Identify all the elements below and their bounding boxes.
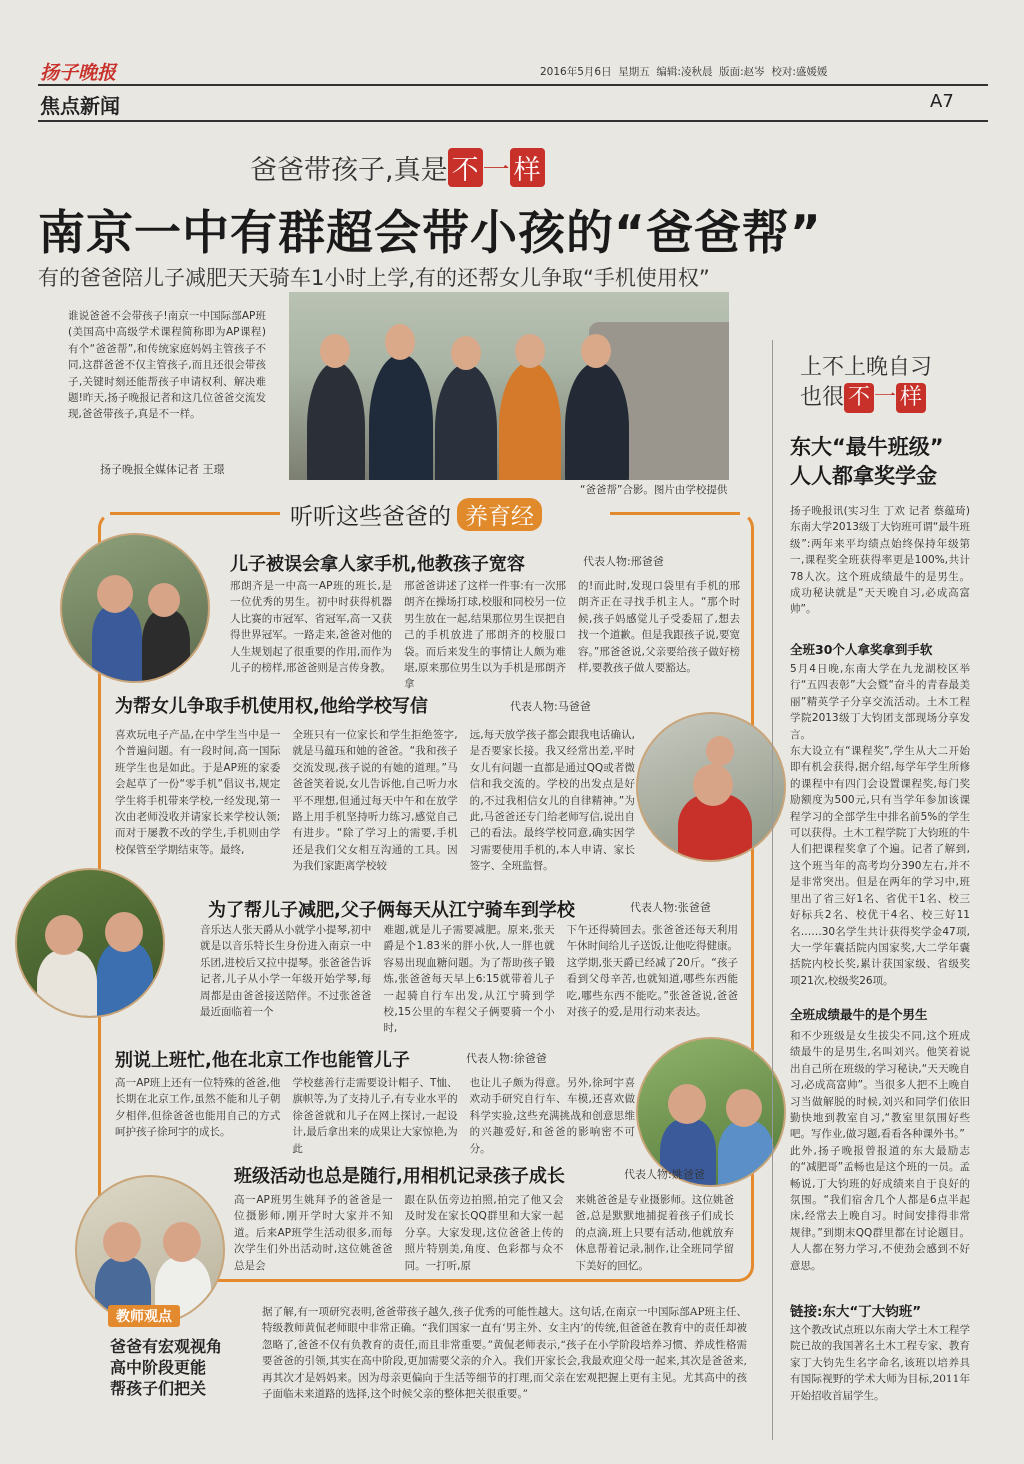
sidebar-subhead: 全班成绩最牛的是个男生: [790, 1007, 928, 1022]
kicker-highlight: 一: [482, 155, 510, 186]
story-title: 班级活动也总是随行,用相机记录孩子成长: [234, 1166, 565, 1187]
story-photo: [636, 1037, 786, 1187]
story-rep: 代表人物:徐爸爸: [466, 1052, 547, 1065]
story-photo: [75, 1175, 225, 1325]
story-photo: [15, 868, 165, 1018]
story-column: 的!而此时,发现口袋里有手机的邢朗齐正在寻找手机主人。“那个时候,孩子妈感觉儿子受委屈了,想去找一个道歉。但是我跟孩子说,要宽容。”邢爸爸说,父亲要给孩子做好榜样,要教孩子做人要豁达。: [578, 580, 740, 675]
story-body: [234, 1192, 734, 1274]
kicker-highlight: 不: [448, 148, 483, 187]
story-column: 远,每天放学孩子都会跟我电话确认,是否要家长接。我又经常出差,平时女儿有问题一直都是通过QQ或者微信和我交流的。学校的出发点是好的,不过我相信女儿的自律精神。”为此,马爸爸还专门给老师写信,说出自己的看法。最终学校同意,确实因学习需要使用手机的,本人申请、家长签字、全班监督。: [469, 729, 635, 873]
sidebar-subhead: 全班30个人拿奖拿到手软: [790, 642, 933, 657]
section-name: 焦点新闻: [40, 94, 120, 118]
kicker: [250, 148, 545, 187]
photo-caption: “爸爸帮”合影。图片由学校提供: [580, 484, 728, 496]
story-column: 邢爸爸讲述了这样一件事:有一次邢朗齐在操场打球,校服和同校另一位男生放在一起,结果那位男生误把自己的手机放进了邢朗齐的校服口袋。而后来发生的事情让人颇为难堪,原来那位男生以为手机是邢朗齐拿: [404, 580, 566, 691]
lead-byline: 扬子晚报全媒体记者 王璟: [100, 463, 225, 476]
masthead-rule: [38, 84, 988, 86]
sidebar-divider: [772, 340, 773, 1440]
sidebar-headline: 东大“最牛班级” 人人都拿奖学金: [790, 435, 944, 488]
story-column: 音乐达人张天爵从小就学小提琴,初中就是以音乐特长生身份进入南京一中乐团,进校后又拉中提琴。张爸爸告诉记者,儿子从小学一年级开始学琴,每周都是由爸爸接送陪伴。不过张爸爸最近面临着一个: [200, 924, 372, 1019]
story-rep: 代表人物:邢爸爸: [583, 555, 664, 568]
story-title: 别说上班忙,他在北京工作也能管儿子: [115, 1050, 410, 1071]
section-rule: [38, 120, 988, 122]
sidebar-paragraph: 这个教改试点班以东南大学土木工程学院已故的我国著名土木工程专家、教育家丁大钧先生名字命名,该班以培养具有国际视野的学术大师为目标,2011年开始招收首届学生。: [790, 1324, 970, 1402]
story-title: 为帮女儿争取手机使用权,他给学校写信: [115, 696, 428, 717]
dateline: 2016年5月6日 星期五 编辑:凌秋晨 版面:赵岑 校对:盛媛媛: [540, 66, 828, 78]
story-body: [200, 922, 738, 1037]
sidebar-kicker-highlight: 一: [874, 385, 897, 410]
story-column: 下午还得骑回去。张爸爸还每天利用午休时间给儿子送饭,让他吃得健康。这学期,张天爵已经减了20斤。“孩子看到父母辛苦,也就知道,哪些东西能吃,哪些东西不能吃。”张爸爸说,爸爸对孩子的爱,是用行动来表达。: [566, 924, 738, 1019]
story-column: 来姚爸爸是专业摄影师。这位姚爸爸,总是默默地捕捉着孩子们成长的点滴,班上只要有活动,他就放弃休息帮着记录,制作,让全班同学留下美好的回忆。: [575, 1194, 735, 1272]
teacher-label: 教师观点: [108, 1305, 180, 1327]
story-column: 高一AP班男生姚拜予的爸爸是一位摄影师,刚开学时大家并不知道。后来AP班学生活动很多,而每次学生们外出活动时,这位姚爸爸总是会: [234, 1194, 393, 1272]
headline: 南京一中有群超会带小孩的“爸爸帮”: [38, 206, 822, 261]
story-column: 高一AP班上还有一位特殊的爸爸,他长期在北京工作,虽然不能和儿子朝夕相伴,但徐爸爸也能用自己的方式呵护孩子徐珂宇的成长。: [115, 1077, 281, 1139]
story-column: 跟在队伍旁边拍照,拍完了他又会及时发在家长QQ群里和大家一起分享。大家发现,这位爸爸上传的照片特别美,角度、色彩都与众不同。一打听,原: [404, 1194, 564, 1272]
story-rep: 代表人物:张爸爸: [630, 901, 711, 914]
sidebar-paragraph: 和不少班级是女生拔尖不同,这个班成绩最牛的是男生,名叫刘兴。他笑着说出自己所在班级的学习秘诀,“天天晚自习,必成高富帅”。当很多人把不上晚自习当做解脱的时候,刘兴和同学们依旧勤快地到教室自习,“教室里氛围好些吧。写作业,做习题,看看各种课外书。” 此外,扬子晚报曾报道的东大最励志的“减肥哥”孟畅也是这个班的一员。孟畅说,丁大钧班的好成绩来自于良好的氛围。“我们宿舍几个人都是6点半起床,经常去上晚自习。时间安排得非常规律。”到期末QQ群里都在讨论题目。人人都在努力学习,不使劲会感到不好意思。: [790, 1030, 970, 1272]
teacher-text: 据了解,有一项研究表明,爸爸带孩子越久,孩子优秀的可能性越大。这句话,在南京一中国际部AP班主任、特级教师黄侃老师眼中非常正确。“我们国家一直有‘男主外、女主内’的传统,但爸爸在教育中的责任却被忽略了,爸爸不仅有负教育的责任,而且非常重要。”黄侃老师表示,“孩子在小学阶段培养习惯、养成性格需要爸爸的引领,其实在高中阶段,更加需要父亲的介入。我们开家长会,我最欢迎父母一起来,其次是爸爸来,再其次才是妈妈来。因为母亲更偏向于生活等细节的打理,而父亲在宏观把握上更有主见。尤其高中的孩子面临未来道路的选择,这个时候父亲的整体把关很重要。”: [262, 1306, 747, 1401]
sidebar-paragraph: 5月4日晚,东南大学在九龙湖校区举行“五四表彰”大会暨“奋斗的青春最美丽”精英学子分享交流活动。土木工程学院2013级丁大钧团支部现场分享发言。 东大设立有“课程奖”,学生从大二开始即有机会获得,据介绍,每学年学生所修的课程中有四门会设置课程奖,每门奖励额度为500元,只有当学年参加该课程学习的全部学生中排名前5%的学生可以获得。土木工程学院丁大钧班的牛人们把课程奖拿了个遍。记者了解到,这个班当年的高考均分390左右,并不是非常突出。但是在两年的学习中,班里出了省三好1名、省优干1名、校三好标兵2名、校优干4名、校三好11名……30名学生共计获得奖学金47项,大一学年囊括院内国家奖,大二学年囊括院内校长奖,累计获国家级、省级奖项21次,校级奖26项。: [790, 663, 970, 987]
story-column: 难题,就是儿子需要减肥。原来,张天爵是个1.83米的胖小伙,人一胖也就容易出现血糖问题。为了帮助孩子锻炼,张爸爸每天早上6:15就带着儿子一起骑自行车出发,从江宁骑到学校,15公里的车程父子俩要骑一个小时,: [383, 924, 555, 1035]
teacher-quote: 爸爸有宏观视角 高中阶段更能 帮孩子们把关: [110, 1337, 223, 1398]
sidebar-kicker: [800, 353, 932, 413]
story-column: 喜欢玩电子产品,在中学生当中是一个普遍问题。有一段时间,高一国际班学生也是如此。于是AP班的家委会起草了一份“零手机”倡议书,规定学生将手机带来学校,一经发现,第一次由老师没收并请家长来学校认领;而对于屡教不改的学生,手机则由学校保管至学期结束等。最终,: [115, 729, 281, 856]
sidebar-intro: 扬子晚报讯(实习生 丁欢 记者 蔡蕴琦)东南大学2013级丁大钧班可谓“最牛班级”:两年来平均绩点始终保持年级第一,课程奖全班获得率更是100%,共计78人次。这个班成绩最牛的是男生。成功秘诀就是“天天晚自习,必成高富帅”。: [790, 505, 970, 616]
story-title: 为了帮儿子减肥,父子俩每天从江宁骑车到学校: [208, 900, 575, 921]
story-photo: [60, 533, 210, 683]
subheadline: 有的爸爸陪儿子减肥天天骑车1小时上学,有的还帮女儿争取“手机使用权”: [38, 266, 710, 290]
lead-paragraph: 谁说爸爸不会带孩子!南京一中国际部AP班(美国高中高级学术课程简称即为AP课程)有个“爸爸帮”,和传统家庭妈妈主管孩子不同,这群爸爸不仅主管孩子,而且还很会带孩子,关键时刻还能帮孩子申请权利、解决难题!昨天,扬子晚报记者和这几位爸爸交流发现,爸爸带孩子,真是不一样。: [68, 310, 266, 421]
story-body: [115, 727, 635, 875]
masthead-logo: 扬子晚报: [40, 62, 117, 84]
sidebar-subhead: 链接:东大“丁大钧班”: [790, 1304, 922, 1320]
banner-text: 听听这些爸爸的: [290, 504, 451, 530]
story-title: 儿子被误会拿人家手机,他教孩子宽容: [230, 554, 525, 575]
page-number: A7: [930, 91, 954, 112]
story-rep: 代表人物:马爸爸: [510, 700, 591, 713]
story-column: 学校慈善行走需要设计帽子、T恤、旗帜等,为了支持儿子,有专业水平的徐爸爸就和儿子在网上探讨,一起设计,最后拿出来的成果让大家惊艳,为此: [292, 1077, 458, 1155]
story-column: 全班只有一位家长和学生拒绝签字,就是马蕴珏和她的爸爸。“我和孩子交流发现,孩子说的有她的道理。”马爸爸笑着说,女儿告诉他,自己听力水平不理想,但通过每天中午和在放学路上用手机坚持听力练习,感觉自己有进步。“除了学习上的需要,手机还是我们父女相互沟通的工具。因为我们家距离学校较: [292, 729, 458, 873]
story-photo: [636, 712, 786, 862]
frame-top-right: [610, 512, 740, 515]
story-column: 邢朗齐是一中高一AP班的班长,是一位优秀的男生。初中时获得机器人比赛的市冠军、省冠军,高一又获得世界冠军。一路走来,爸爸对他的人生规划起了很重要的作用,而作为儿子的榜样,邢爸爸则是言传身教。: [230, 580, 392, 675]
story-body: [115, 1075, 635, 1157]
story-rep: 代表人物:姚爸爸: [624, 1168, 705, 1181]
sidebar-kicker-line: 上不上晚自习: [800, 355, 933, 380]
story-column: 也让儿子颇为得意。另外,徐珂宇喜欢动手研究自行车、车模,还喜欢做科学实验,这些充满挑战和创意思维的兴趣爱好,和爸爸的影响密不可分。: [469, 1077, 635, 1155]
kicker-highlight: 样: [510, 148, 545, 187]
sidebar-kicker-highlight: 样: [896, 383, 926, 413]
sidebar-kicker-line: 也很: [800, 385, 845, 410]
banner-highlight: 养育经: [457, 498, 542, 531]
story-body: [230, 578, 740, 693]
kicker-text: 爸爸带孩子,真是: [250, 155, 448, 186]
sidebar-kicker-highlight: 不: [844, 383, 874, 413]
frame-top-left: [110, 512, 280, 515]
group-photo: [289, 292, 729, 480]
